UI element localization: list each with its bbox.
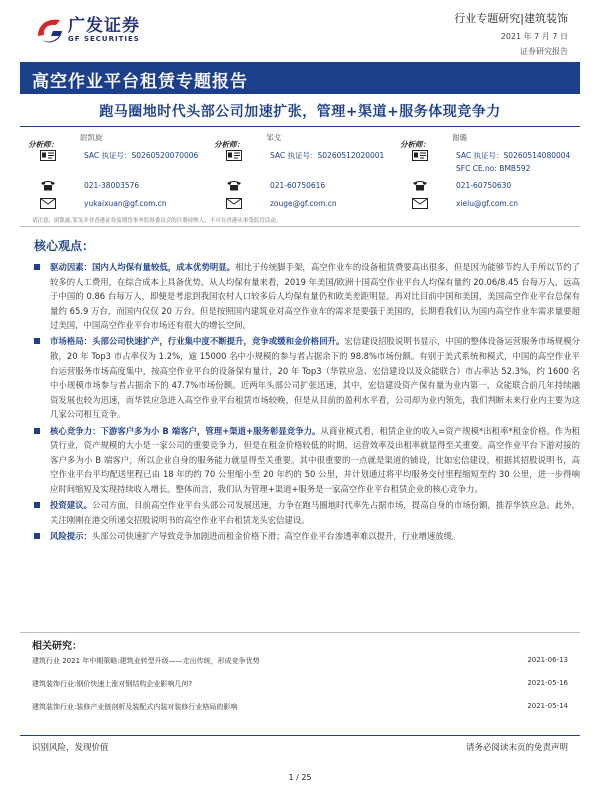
analyst-phone: 021-60750616 <box>270 181 326 190</box>
key-point-item <box>32 424 580 497</box>
analyst-email[interactable]: xielu@gf.com.cn <box>456 199 518 208</box>
related-item-date: 2021-05-14 <box>527 702 568 710</box>
analyst-sac: SAC 执证号：S0260514080004 <box>456 151 571 160</box>
key-point-lead: 风险提示： <box>50 530 92 541</box>
analyst-card <box>400 132 590 208</box>
section-divider <box>20 226 580 227</box>
analyst-sfc: SFC CE.no: BMB592 <box>456 164 531 173</box>
related-research-title: 相关研究： <box>32 641 82 652</box>
analyst-label: 分析师： <box>400 140 430 149</box>
related-item[interactable] <box>32 653 568 676</box>
analyst-phone: 021-38003576 <box>84 181 140 190</box>
analyst-name: 谢璐 <box>452 133 467 142</box>
footer-slogan: 识别风险，发现价值 <box>32 743 109 753</box>
report-type: 证券研究报告 <box>520 47 568 56</box>
analyst-name: 尉凯旋 <box>80 133 103 142</box>
analyst-email[interactable]: zouge@gf.com.cn <box>270 199 337 208</box>
phone-icon <box>412 180 428 191</box>
title-band <box>20 62 580 94</box>
analyst-phone: 021-60750630 <box>456 181 512 190</box>
analyst-card <box>214 132 404 208</box>
gf-logo <box>34 16 140 44</box>
key-point-item <box>32 529 580 544</box>
gf-logo-mark-icon <box>34 16 64 44</box>
related-item-title[interactable]: 建筑装饰行业:装修产业链剖析及装配式内装对装修行业格局的影响 <box>32 703 238 711</box>
email-icon <box>412 198 428 209</box>
key-point-text: 头部公司快速扩产导致竞争加剧进而租金价格下滑；高空作业平台渗透率难以提升，行业增速放缓。 <box>91 530 461 541</box>
logo-chinese-name: 广发证券 <box>68 15 140 36</box>
analyst-email[interactable]: yukaixuan@gf.com.cn <box>84 199 167 208</box>
related-item-date: 2021-05-16 <box>527 679 568 687</box>
related-item[interactable] <box>32 699 568 722</box>
subtitle-divider <box>20 126 580 127</box>
related-item-title[interactable]: 建筑行业 2021 年中期策略:建筑业转型升级——走出传统，形成竞争优势 <box>32 657 260 665</box>
analyst-name: 邹戈 <box>266 133 281 142</box>
analyst-sac: SAC 执证号：S0260520070006 <box>84 151 199 160</box>
key-point-text: 宏信建设招股说明书显示，中国的整体设备运营服务市场规模分散，20 年 Top3 市占率仅为 1.2%，逾 15000 名中小规模的参与者占据余下的 98.8%市场份额。有别于美式系统和模式，中国的高空作业平台运营服务市场高度集中，按高空作业平台的设备保有量计，20 年 Top3（华铁应急、宏信建设以及众能联合）市占率达 52.3%，约 1600 名中小规模市场参与者占据余下的 47.7%市场份额。近两年头部公司扩张迅速，其中，宏信建设资产保有量为业内第一，众能联合前几年持续融资发展也较为迅速，而华铁应急进入高空作业平台租赁市场较晚，但是从目前的盈利水平看，公司却为业内领先，我们判断未来行业内主要为这几家公司相互竞争。 <box>50 336 581 420</box>
key-point-item <box>32 498 580 527</box>
email-icon <box>226 198 242 209</box>
key-point-item <box>32 260 580 333</box>
analyst-sac: SAC 执证号：S0260512020001 <box>270 151 385 160</box>
page-title: 高空作业平台租赁专题报告 <box>32 72 248 92</box>
key-points-list <box>32 260 580 545</box>
phone-icon <box>40 180 56 191</box>
section-divider <box>20 632 580 633</box>
related-item-date: 2021-06-13 <box>527 656 568 664</box>
key-point-lead: 投资建议。 <box>50 500 93 510</box>
report-category: 行业专题研究|建筑装饰 <box>454 12 568 25</box>
logo-english-name: GF SECURITIES <box>68 34 140 43</box>
id-card-icon <box>40 150 56 161</box>
analyst-disclaimer: 请注意，尉凯旋,邹戈并非香港证券及期货事务监察委员会的注册持牌人，不可在香港从事受监管活动。 <box>32 218 282 224</box>
key-point-lead: 驱动因素：国内人均保有量较低，成本优势明显。 <box>50 262 236 272</box>
id-card-icon <box>226 150 242 161</box>
id-card-icon <box>412 150 428 161</box>
footer-divider <box>20 735 580 736</box>
key-point-lead: 核心竞争力：下游客户多为小 B 端客户，管理+渠道+服务彰显竞争力。 <box>50 425 321 436</box>
analyst-label: 分析师： <box>28 140 58 149</box>
report-header <box>0 0 600 62</box>
key-point-lead: 市场格局：头部公司快速扩产，行业集中度不断提升，竞争或缓和金价格回升。 <box>50 336 345 347</box>
analyst-label: 分析师： <box>214 140 244 149</box>
key-point-text: 从商业模式看，租赁企业的收入=资产规模*出租率*租金价格。作为租赁行业，资产规模的大小是一家公司的重要竞争力，但是在租金价格较低的时期，运营效率及出租率就显得至关重要。高空作业平台下游对接的客户多为小 B 端客户，所以企业自身的服务能力就显得至关重要。其中很重要的一点就是渠道的铺设，比如宏信建设，根据其招股说明书，高空作业平台平均配送里程已由 18 年的约 70 公里缩小至 20 年约的 50 公里，并计划通过将平均服务交付里程缩短至约 30 公里，进一步得响应时间缩短及实现持续收入增长。整体而言，我们认为管理+渠道+服务是一家高空作业平台租赁企业的核心竞争力。 <box>50 425 580 494</box>
analyst-block <box>28 132 584 218</box>
phone-icon <box>226 180 242 191</box>
key-point-text: 公司方面，目前高空作业平台头部公司发展迅速，力争在跑马圈地时代率先占据市场，提高自身的市场份额，推荐华铁应急。此外，关注刚刚在港交所递交招股说明书的高空作业平台租赁龙头宏信建设。 <box>50 500 581 525</box>
key-points-title: 核心观点： <box>34 239 95 253</box>
page-subtitle: 跑马圈地时代头部公司加速扩张，管理+渠道+服务体现竞争力 <box>99 104 501 120</box>
related-item-title[interactable]: 建筑装饰行业:钢价快速上涨对钢结构企业影响几何? <box>32 680 193 688</box>
analyst-card <box>28 132 218 208</box>
key-point-item <box>32 334 580 422</box>
page-number: 1 / 25 <box>288 773 312 782</box>
footer-disclaimer-note: 请务必阅读末页的免责声明 <box>465 743 568 753</box>
report-date: 2021 年 7 月 7 日 <box>500 32 568 41</box>
email-icon <box>40 198 56 209</box>
related-research-list <box>32 653 568 722</box>
related-item[interactable] <box>32 676 568 699</box>
key-point-text: 相比于传统脚手架，高空作业车的设备租赁费要高出很多，但是因为能够节约人手所以节约了较多的人工费用，在综合成本上具备优势。从人均保有量来看，2019 年美国/欧洲十国高空作业平台人均保有量约 20.06/8.45 台每万人，远高于中国的 0.86 台每万人，即便是考虑到我国农村人口较多后人均保有量仍和欧美差距明显。再对比目前中国和美国，美国高空作业平台总保有量约 65.9 万台，而国内仅仅 20 万台。但是按照国内建筑业对高空作业车的需求是要强于美国的，长期看我们认为国内高空作业车需求量要超过美国，中国高空作业平台市场还有很大的增长空间。 <box>50 262 580 331</box>
